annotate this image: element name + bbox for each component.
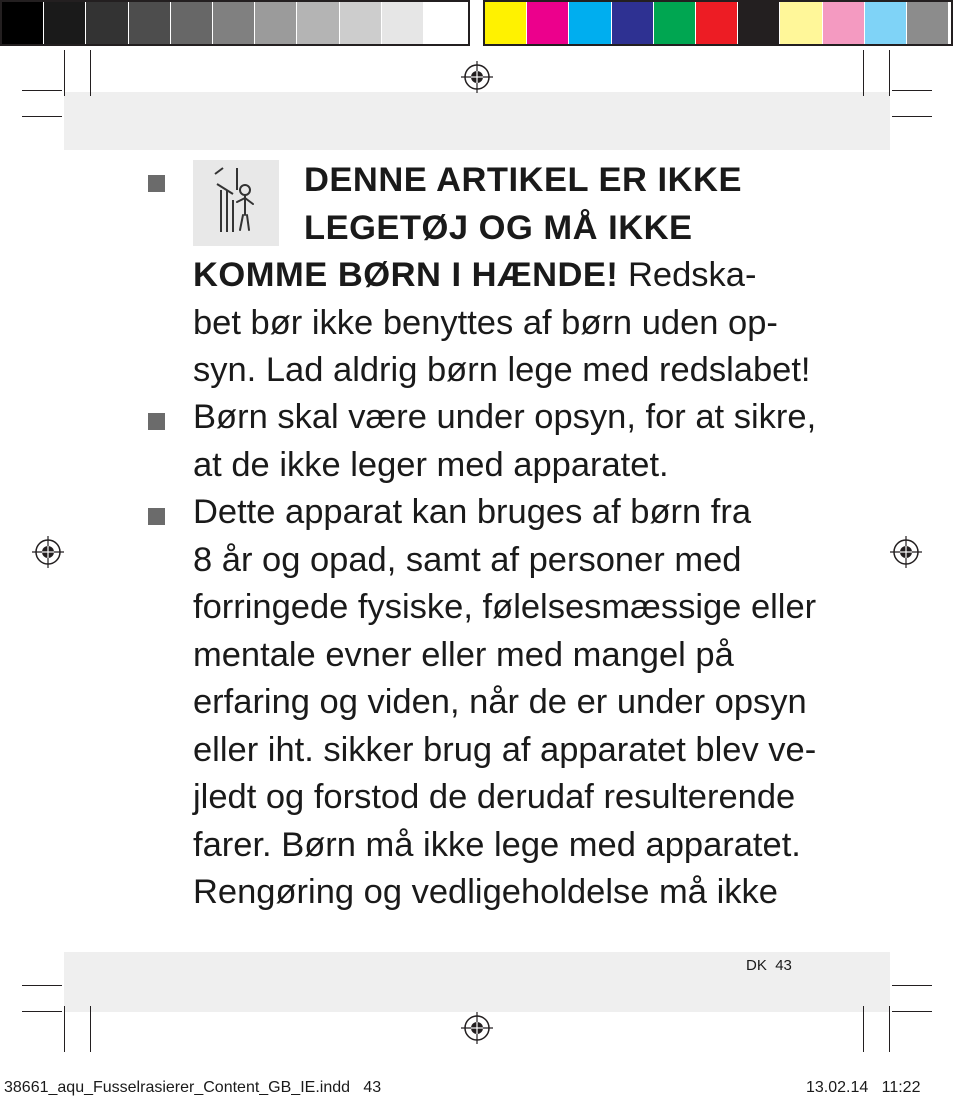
slug-filename: 38661_aqu_Fusselrasierer_Content_GB_IE.indd 43 xyxy=(4,1079,382,1096)
paragraph-line: mentale evner eller med mangel på xyxy=(193,635,734,674)
warning-heading xyxy=(304,157,742,252)
paragraph-line: Rengøring og vedligeholdelse må ikke xyxy=(193,873,778,911)
slug-time-value: 11:22 xyxy=(881,1079,921,1096)
child-safety-icon xyxy=(193,160,279,246)
heading-line: DENNE ARTIKEL ER IKKE xyxy=(304,161,742,199)
registration-mark-icon xyxy=(889,535,923,569)
paragraph-line: jledt og forstod de derudaf resulterende xyxy=(193,778,796,816)
color-bar-frame xyxy=(483,0,953,46)
usage-restriction-paragraph xyxy=(193,489,833,917)
heading-line: KOMME BØRN I HÆNDE! xyxy=(193,256,619,294)
paragraph-line: syn. Lad aldrig børn lege med redslabet! xyxy=(193,351,811,389)
grey-bar-frame xyxy=(0,0,470,46)
slug-date-value: 13.02.14 xyxy=(806,1079,869,1096)
bullet xyxy=(148,413,165,430)
paragraph-line: Børn skal være under opsyn, for at sikre, xyxy=(193,398,817,436)
paragraph-line: erfaring og viden, når de er under opsyn xyxy=(193,683,807,721)
warning-paragraph xyxy=(193,252,833,395)
registration-mark-icon xyxy=(31,535,65,569)
paragraph-line: Dette apparat kan bruges af børn fra xyxy=(193,493,752,531)
header-band xyxy=(64,92,890,150)
paragraph-line: bet bør ikke benyttes af børn uden op- xyxy=(193,303,778,342)
heading-line: LEGETØJ OG MÅ IKKE xyxy=(304,208,693,247)
paragraph-line: forringede fysiske, følelsesmæssige eller xyxy=(193,588,817,626)
bullet xyxy=(148,508,165,525)
paragraph-line xyxy=(193,252,833,300)
page-number-value: 43 xyxy=(775,957,792,974)
paragraph-line: farer. Børn må ikke lege med apparatet. xyxy=(193,825,801,864)
paragraph-line: 8 år og opad, samt af personer med xyxy=(193,540,742,579)
paragraph-text: Redska- xyxy=(618,256,757,294)
bullet xyxy=(148,175,165,192)
page-number xyxy=(746,957,792,974)
paragraph-line: eller iht. sikker brug af apparatet blev ve- xyxy=(193,730,817,769)
supervision-paragraph xyxy=(193,394,833,489)
registration-mark-icon xyxy=(460,60,494,94)
page-label: DK xyxy=(746,957,767,974)
registration-mark-icon xyxy=(460,1011,494,1045)
paragraph-line: at de ikke leger med apparatet. xyxy=(193,445,669,484)
slug-date xyxy=(806,1079,920,1097)
